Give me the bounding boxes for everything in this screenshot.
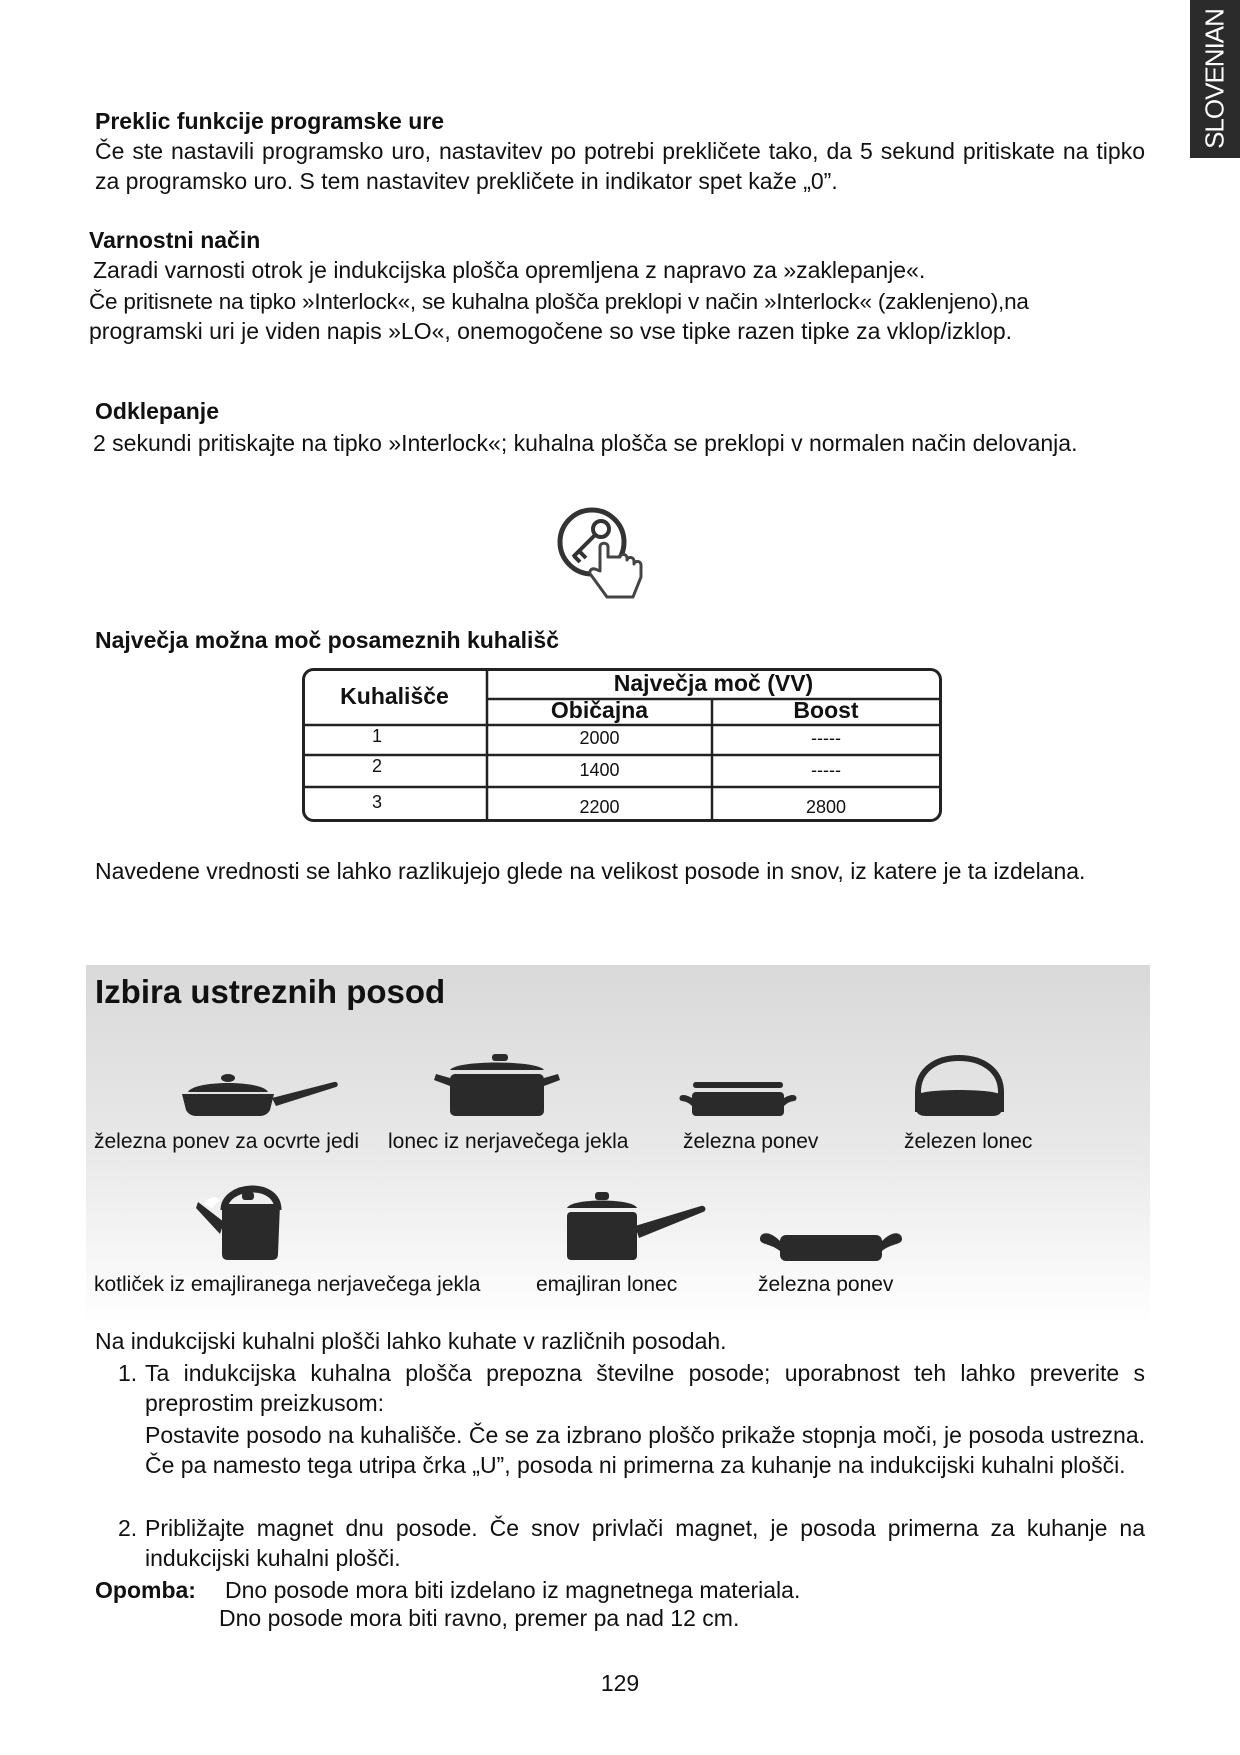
cookware-title: Izbira ustreznih posod [95,973,446,1010]
row-2-zone: 2 [371,756,382,776]
unlock-text: 2 sekundi pritiskajte na tipko »Interlock«; kuhalna plošča se preklopi v normalen način delovanja. [93,430,1078,456]
iron-pan-low-icon [758,1225,904,1263]
language-tab [1190,0,1240,158]
safety-title: Varnostni način [89,227,261,253]
timer-cancel-title: Preklic funkcije programske ure [95,108,444,134]
row-2-normal: 1400 [579,760,620,780]
language-tab-label: SLOVENIAN [1199,9,1230,149]
list-item-2-number: 2. [118,1515,138,1541]
cookware-label-4: železen lonec [904,1130,1033,1153]
cookware-label-3: železna ponev [683,1130,819,1153]
list-item-1-text: Ta indukcijska kuhalna plošča prepozna številne posode; uporabnost teh lahko preverite s preprostim preizkusom: [145,1360,1145,1416]
row-1-zone: 1 [371,726,382,746]
header-max-power: Največja moč (VV) [613,670,814,696]
row-1-boost: ----- [811,728,841,748]
cookware-label-2: lonec iz nerjavečega jekla [388,1130,629,1153]
iron-pan-icon [676,1078,801,1118]
cookware-label-5: kotliček iz emajliranega nerjavečega jekla [94,1273,481,1296]
enamel-pot-icon [563,1190,707,1262]
iron-pot-icon [912,1052,1007,1118]
cookware-label-7: železna ponev [758,1273,894,1296]
safety-line-1: Zaradi varnosti otrok je indukcijska plošča opremljena z napravo za »zaklepanje«. [93,257,926,283]
cookware-label-1: železna ponev za ocvrte jedi [94,1130,359,1153]
max-power-note: Navedene vrednosti se lahko razlikujejo glede na velikost posode in snov, iz katere je ta izdelana. [95,858,1086,884]
cookware-label-6: emajliran lonec [536,1273,678,1296]
row-3-normal: 2200 [579,797,620,817]
power-table [302,668,942,822]
list-item-2-text: Približajte magnet dnu posode. Če snov privlači magnet, je posoda primerna za kuhanje na indukcijski kuhalni plošči. [145,1515,1145,1571]
stainless-pot-icon [432,1048,562,1118]
list-item-1-test: Postavite posodo na kuhališče. Če se za izbrano ploščo prikaže stopnja moči, je posoda ustrezna. Če pa namesto tega utripa črka „U”, posoda ni primerna za kuhanje na indukcijski kuhalni plošči. [145,1422,1145,1478]
max-power-title: Največja možna moč posameznih kuhališč [95,627,559,653]
unlock-title: Odklepanje [95,398,219,424]
interlock-key-icon [555,505,650,605]
header-zone: Kuhališče [340,683,449,709]
row-3-boost: 2800 [805,797,847,817]
safety-line-2: Če pritisnete na tipko »Interlock«, se kuhalna plošča preklopi v način »Interlock« (zaklenjeno),na [89,289,1029,314]
list-item-1-number: 1. [118,1360,138,1386]
row-1-normal: 2000 [579,728,620,748]
kettle-icon [194,1170,296,1262]
timer-cancel-text: Če ste nastavili programsko uro, nastavitev po potrebi prekličete tako, da 5 sekund pritiskate na tipko za programsko uro. S tem nastavitev prekličete in indikator spet kaže „0”. [95,138,1145,194]
page-number: 129 [600,1670,640,1696]
row-2-boost: ----- [811,760,841,780]
note-label: Opomba: [95,1577,196,1603]
header-normal: Običajna [550,697,649,723]
note-line-2: Dno posode mora biti ravno, premer pa nad 12 cm. [219,1605,740,1631]
frying-pan-lid-icon [180,1068,340,1118]
note-line-1: Dno posode mora biti izdelano iz magnetnega materiala. [225,1577,801,1603]
safety-line-3: programski uri je viden napis »LO«, onemogočene so vse tipke razen tipke za vklop/izklop. [89,318,1013,344]
header-boost: Boost [793,697,859,723]
row-3-zone: 3 [371,792,382,812]
cookware-intro: Na indukcijski kuhalni plošči lahko kuhate v različnih posodah. [95,1328,727,1354]
